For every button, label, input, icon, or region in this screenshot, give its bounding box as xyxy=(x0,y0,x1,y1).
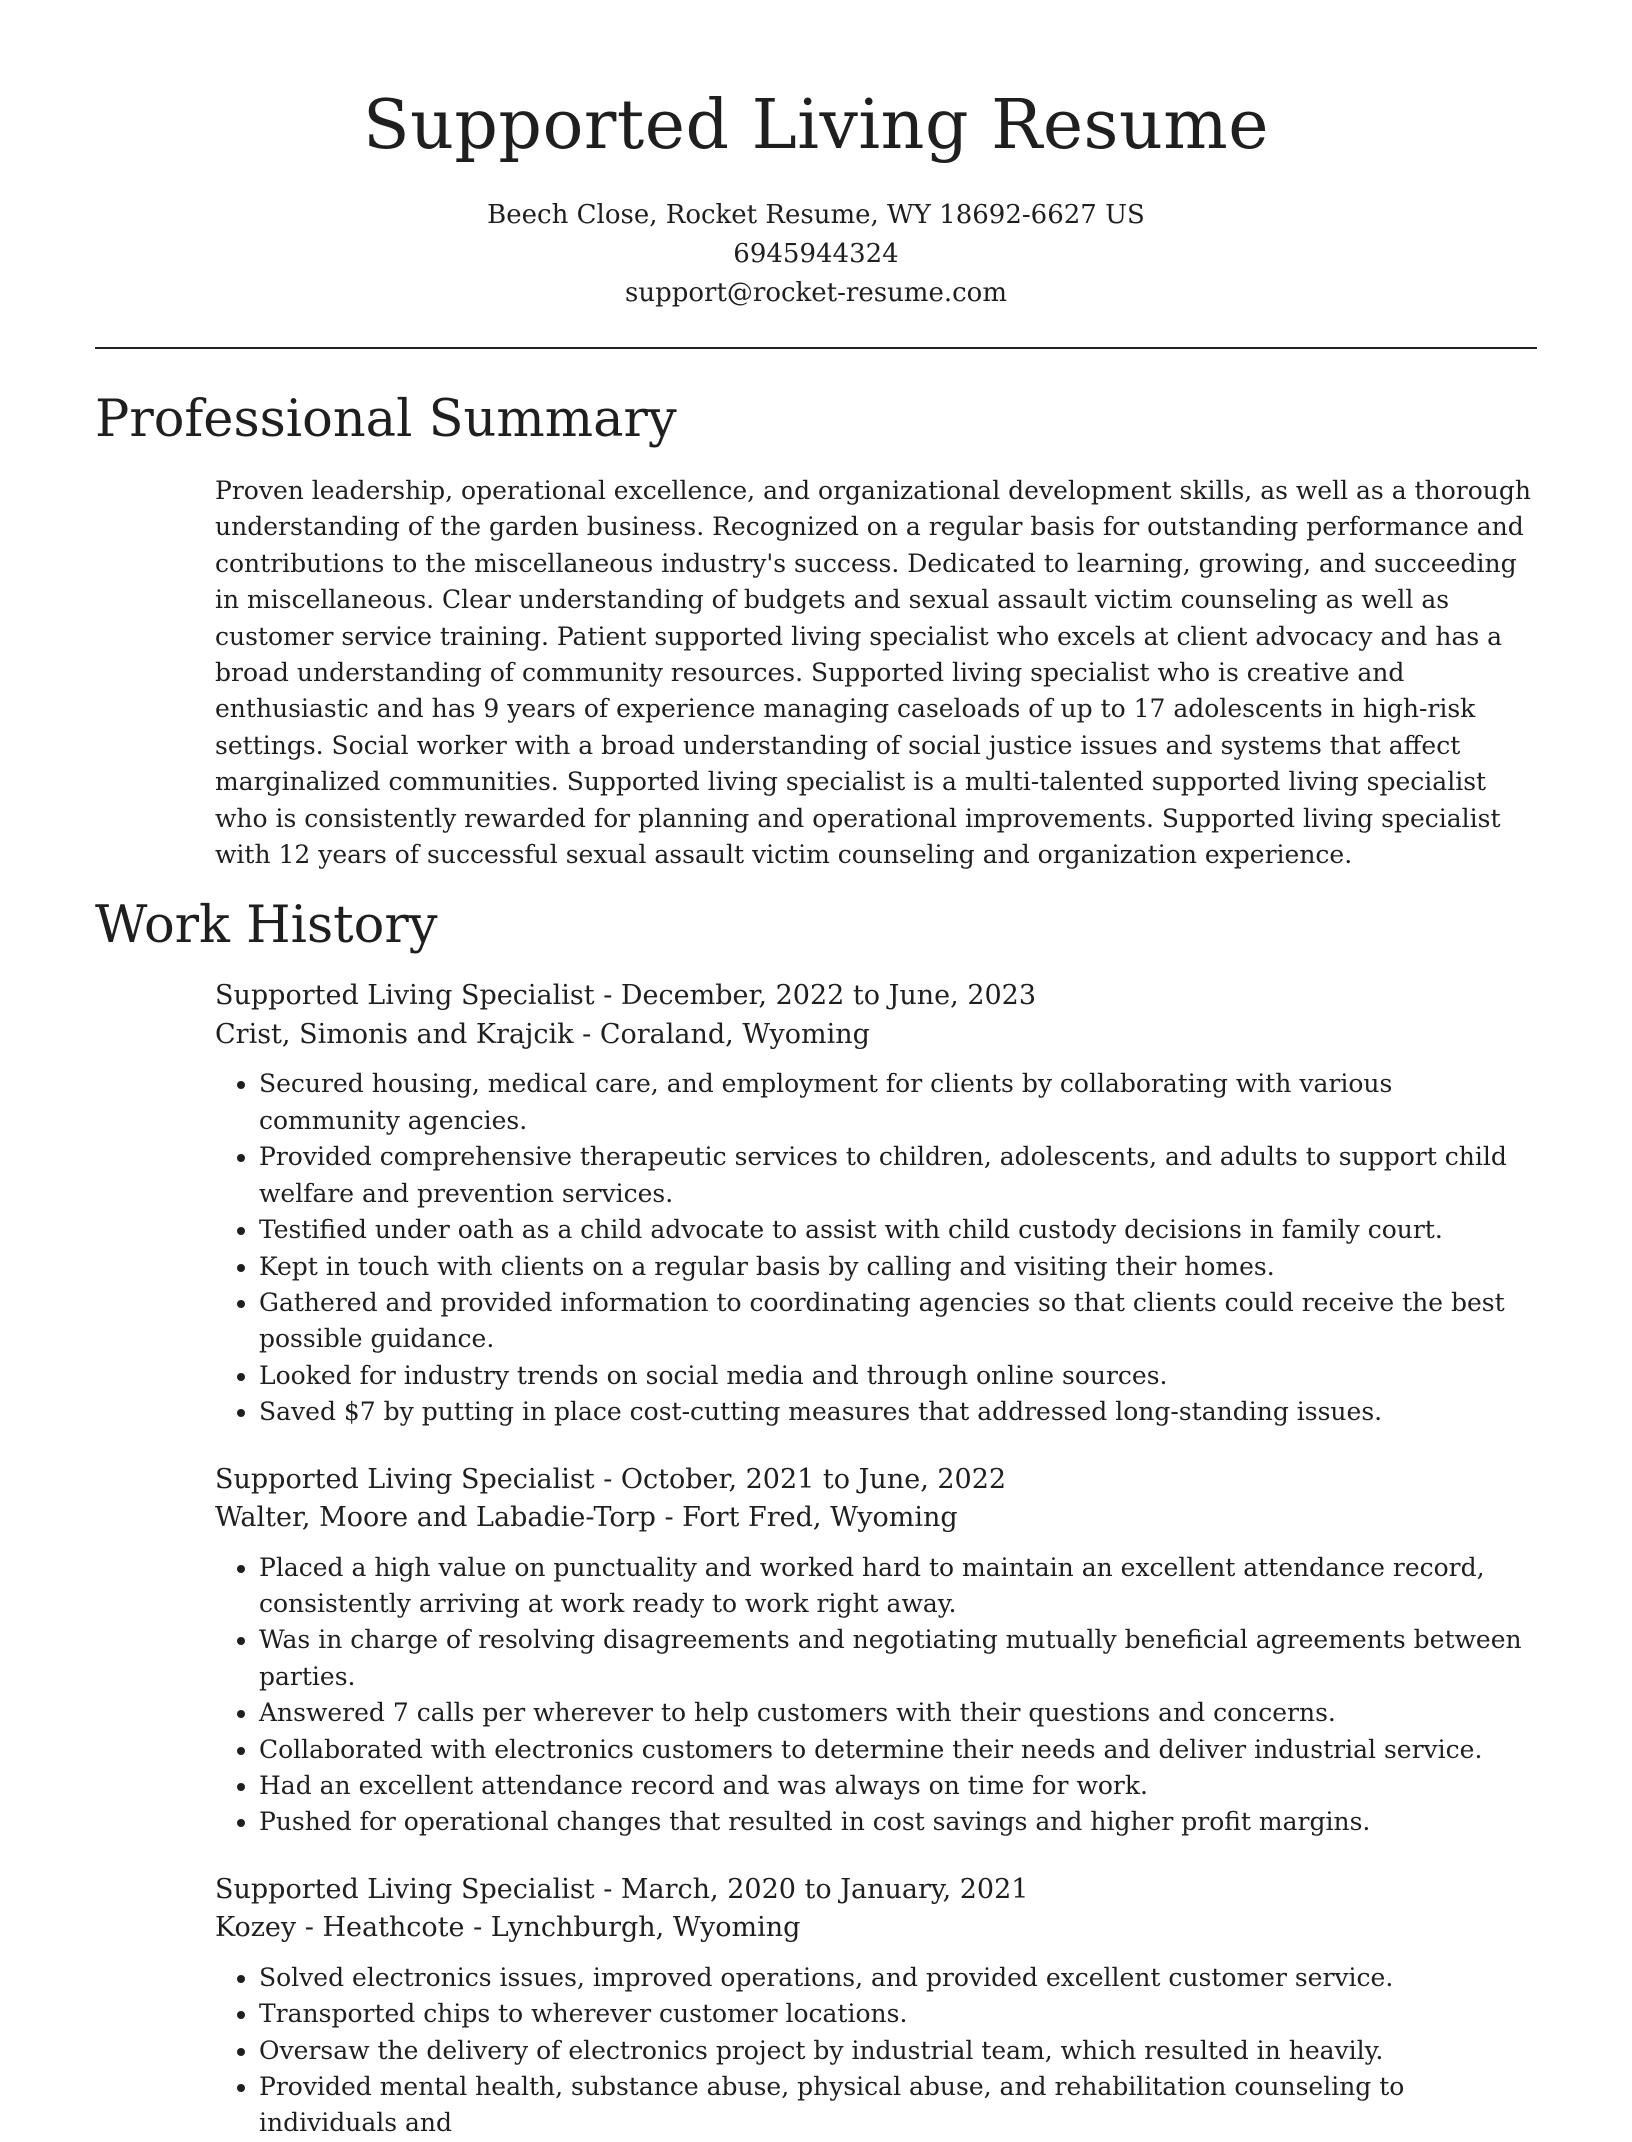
job-bullet: • Oversaw the delivery of electronics project by industrial team, which resulted in heavily. xyxy=(259,2033,1537,2069)
job-bullet: • Provided comprehensive therapeutic services to children, adolescents, and adults to support child welfare and prevention services. xyxy=(259,1139,1537,1212)
job-title-line xyxy=(215,1461,1537,1500)
job-bullet: • Was in charge of resolving disagreements and negotiating mutually beneficial agreements between parties. xyxy=(259,1622,1537,1695)
contact-address: Beech Close, Rocket Resume, WY 18692-6627 US xyxy=(487,200,1145,230)
summary-heading: Professional Summary xyxy=(95,390,677,449)
job-title: Supported Living Specialist xyxy=(215,1463,595,1495)
job-bullet: • Gathered and provided information to coordinating agencies so that clients could receive the best possible guidance. xyxy=(259,1285,1537,1358)
job-title-line xyxy=(215,977,1537,1016)
job-bullet: • Saved $7 by putting in place cost-cutting measures that addressed long-standing issues. xyxy=(259,1394,1537,1430)
job-company: Walter, Moore and Labadie-Torp xyxy=(215,1502,656,1534)
contact-block xyxy=(0,196,1632,313)
summary-section xyxy=(0,389,1632,873)
job-bullet: • Solved electronics issues, improved operations, and provided excellent customer service. xyxy=(259,1960,1537,1996)
summary-text: Proven leadership, operational excellence, and organizational development skills, as well as a thorough understanding of the garden business. Recognized on a regular basis for outstanding performance and contributions to the miscellaneous industry's success. Dedicated to learning, growing, and succeeding in miscellaneous. Clear understanding of budgets and sexual assault victim counseling as well as customer service training. Patient supported living specialist who excels at client advocacy and has a broad understanding of community resources. Supported living specialist who is creative and enthusiastic and has 9 years of experience managing caseloads of up to 17 adolescents in high-risk settings. Social worker with a broad understanding of social justice issues and systems that affect marginalized communities. Supported living specialist is a multi-talented supported living specialist who is consistently rewarded for planning and operational improvements. Supported living specialist with 12 years of successful sexual assault victim counseling and organization experience. xyxy=(215,476,1531,870)
job-company: Crist, Simonis and Krajcik xyxy=(215,1018,574,1050)
work-history-section xyxy=(0,895,1632,2141)
job-dates: - March, 2020 to January, 2021 xyxy=(594,1873,1029,1905)
header-divider xyxy=(95,347,1537,349)
job-dates: - October, 2021 to June, 2022 xyxy=(594,1463,1007,1495)
job-bullet: • Kept in touch with clients on a regular basis by calling and visiting their homes. xyxy=(259,1249,1537,1285)
job-bullet: • Placed a high value on punctuality and worked hard to maintain an excellent attendance record, consistently arriving at work ready to work right away. xyxy=(259,1550,1537,1623)
job-bullet: • Looked for industry trends on social media and through online sources. xyxy=(259,1358,1537,1394)
job-bullet: • Secured housing, medical care, and employment for clients by collaborating with various community agencies. xyxy=(259,1066,1537,1139)
job-title: Supported Living Specialist xyxy=(215,980,595,1012)
job-entry xyxy=(215,1871,1537,2142)
job-title-line xyxy=(215,1871,1537,1910)
job-entry xyxy=(215,1461,1537,1841)
job-entry xyxy=(215,977,1537,1430)
job-bullet-list xyxy=(215,1960,1537,2142)
job-company: Kozey - Heathcote xyxy=(215,1912,465,1944)
contact-email: support@rocket-resume.com xyxy=(624,278,1007,308)
contact-phone: 6945944324 xyxy=(733,239,899,269)
job-bullet: • Answered 7 calls per wherever to help customers with their questions and concerns. xyxy=(259,1695,1537,1731)
job-bullet-list xyxy=(215,1550,1537,1841)
job-company-line xyxy=(215,1499,1537,1538)
job-bullet: • Testified under oath as a child advocate to assist with child custody decisions in family court. xyxy=(259,1212,1537,1248)
job-location: - Lynchburgh, Wyoming xyxy=(464,1912,801,1944)
resume-title: Supported Living Resume xyxy=(363,86,1269,165)
job-company-line xyxy=(215,1016,1537,1055)
job-location: - Fort Fred, Wyoming xyxy=(655,1502,958,1534)
job-dates: - December, 2022 to June, 2023 xyxy=(594,980,1037,1012)
job-bullet-list xyxy=(215,1066,1537,1430)
job-location: - Coraland, Wyoming xyxy=(573,1018,870,1050)
job-bullet: • Pushed for operational changes that resulted in cost savings and higher profit margins. xyxy=(259,1804,1537,1840)
job-bullet: • Collaborated with electronics customers to determine their needs and deliver industrial service. xyxy=(259,1732,1537,1768)
job-bullet: • Transported chips to wherever customer locations. xyxy=(259,1996,1537,2032)
work-history-heading: Work History xyxy=(95,896,438,956)
resume-header xyxy=(0,0,1632,313)
job-company-line xyxy=(215,1909,1537,1948)
job-bullet: • Had an excellent attendance record and was always on time for work. xyxy=(259,1768,1537,1804)
job-title: Supported Living Specialist xyxy=(215,1873,595,1905)
job-bullet: • Provided mental health, substance abuse, physical abuse, and rehabilitation counseling to individuals and xyxy=(259,2069,1537,2142)
